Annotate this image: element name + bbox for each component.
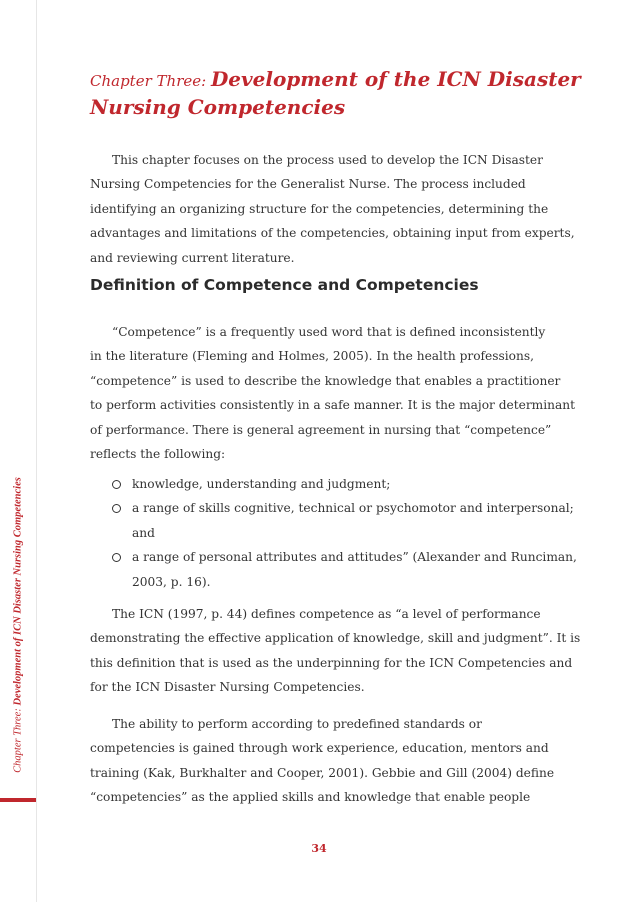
para3-line: training (Kak, Burkhalter and Cooper, 2001). Gebbie and Gill (2004) define xyxy=(90,765,555,780)
para2-line: this definition that is used as the underpinning for the ICN Competencies and xyxy=(90,655,573,670)
chapter-title-line2: Nursing Competencies xyxy=(90,95,346,119)
sidebar-chapter-title: Development of ICN Disaster Nursing Competencies xyxy=(12,477,24,706)
intro-paragraph xyxy=(90,148,575,270)
icn-definition-paragraph xyxy=(90,602,581,700)
list-item-text: a range of personal attributes and attitudes” (Alexander and Runciman, xyxy=(132,550,577,565)
para2-line: The ICN (1997, p. 44) defines competence as “a level of performance xyxy=(112,607,541,621)
intro-line: and reviewing current literature. xyxy=(90,250,295,265)
sidebar-chapter-label: Chapter Three: xyxy=(12,705,24,773)
list-item xyxy=(112,472,552,496)
page-number: 34 xyxy=(311,842,327,855)
para1-line: to perform activities consistently in a safe manner. It is the major determinant xyxy=(90,398,575,413)
circle-bullet-icon xyxy=(112,553,121,562)
circle-bullet-icon xyxy=(112,480,121,489)
competence-paragraph xyxy=(90,320,575,466)
para3-line: competencies is gained through work experience, education, mentors and xyxy=(90,741,549,756)
chapter-heading xyxy=(90,66,590,122)
list-item-text-cont: and xyxy=(132,525,155,540)
intro-line: advantages and limitations of the competencies, obtaining input from experts, xyxy=(90,226,575,241)
intro-line: Nursing Competencies for the Generalist Nurse. The process included xyxy=(90,177,526,192)
para2-line: demonstrating the effective application of knowledge, skill and judgment”. It is xyxy=(90,631,581,646)
chapter-title-line1: Development of the ICN Disaster xyxy=(210,67,581,91)
list-item-text: knowledge, understanding and judgment; xyxy=(132,477,391,491)
sidebar-accent-bar xyxy=(0,798,36,802)
intro-line: This chapter focuses on the process used to develop the ICN Disaster xyxy=(112,153,543,167)
para1-line: in the literature (Fleming and Holmes, 2005). In the health professions, xyxy=(90,349,534,364)
para1-line: reflects the following: xyxy=(90,447,226,462)
list-item xyxy=(112,545,577,594)
competence-list xyxy=(112,472,577,594)
list-item-text-cont: 2003, p. 16). xyxy=(132,574,211,589)
ability-paragraph xyxy=(90,712,555,810)
para1-line: of performance. There is general agreement in nursing that “competence” xyxy=(90,422,552,437)
list-item xyxy=(112,496,574,545)
para1-line: “competence” is used to describe the knowledge that enables a practitioner xyxy=(90,373,561,388)
circle-bullet-icon xyxy=(112,504,121,513)
intro-line: identifying an organizing structure for the competencies, determining the xyxy=(90,201,549,216)
para3-line: The ability to perform according to predefined standards or xyxy=(112,717,482,731)
para3-line: “competencies” as the applied skills and knowledge that enable people xyxy=(90,790,531,805)
section-heading: Definition of Competence and Competencies xyxy=(90,276,479,294)
para1-line: “Competence” is a frequently used word that is defined inconsistently xyxy=(112,325,546,339)
sidebar-running-title xyxy=(13,477,24,773)
list-item-text: a range of skills cognitive, technical or psychomotor and interpersonal; xyxy=(132,501,574,516)
chapter-label: Chapter Three: xyxy=(90,72,211,90)
para2-line: for the ICN Disaster Nursing Competencies. xyxy=(90,680,365,695)
